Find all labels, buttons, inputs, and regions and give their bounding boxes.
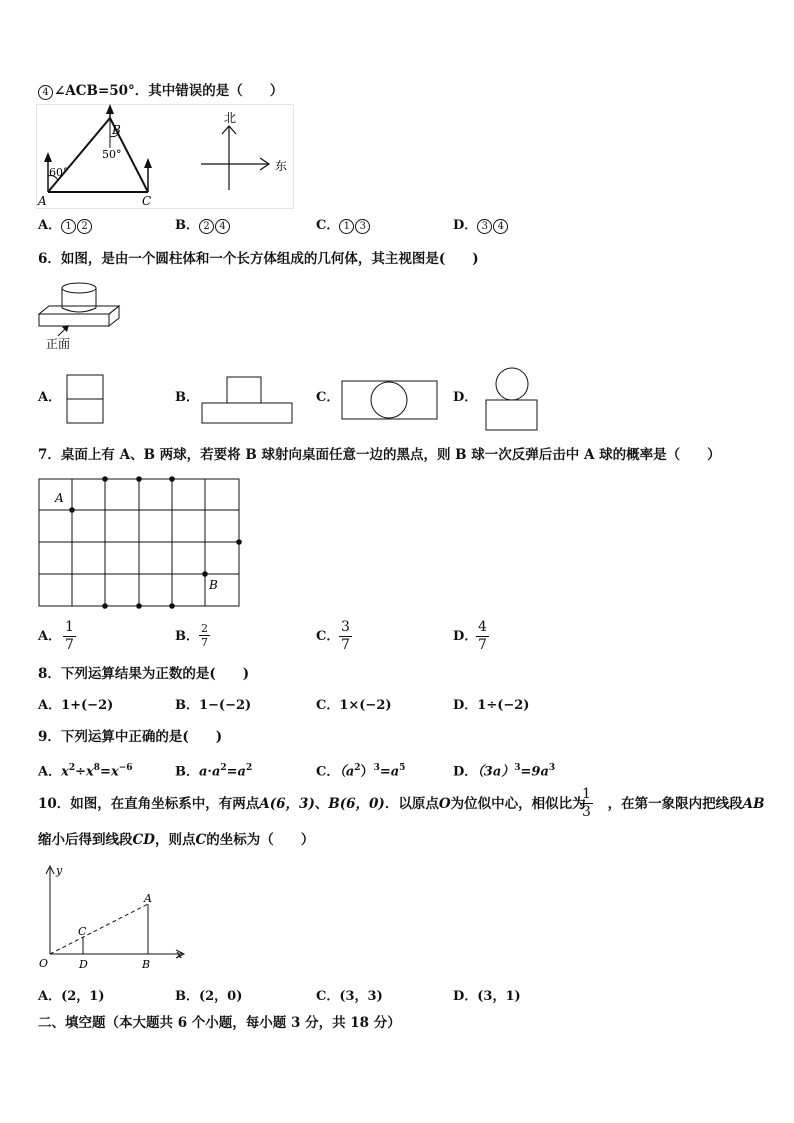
vertex-A-label: A [38, 194, 47, 208]
q10-option-d[interactable]: D．(3，1) [453, 989, 521, 1004]
q6-option-c[interactable]: C． [316, 390, 340, 405]
q8-option-c[interactable]: C．1×(−2) [316, 698, 392, 713]
q9-option-a[interactable]: A．$x^2\div x^8=x^{-6}$ [38, 763, 133, 780]
angle-50-label: 50° [102, 148, 122, 161]
q9-option-b[interactable]: B．$a\cdot a^2=a^2$ [175, 763, 253, 780]
point-A-label: A [144, 892, 152, 905]
q6-option-d[interactable]: D． [453, 390, 478, 405]
q10-option-a[interactable]: A．(2，1) [38, 989, 105, 1004]
q10-stem-line1: 10．如图，在直角坐标系中，有两点A(6，3)、B(6，0)．以原点O为位似中心，相似比为 ，在第一象限内把线段AB [38, 796, 765, 812]
q10-option-c[interactable]: C．(3，3) [316, 989, 383, 1004]
q5-option-b[interactable]: B． 2 4 [175, 217, 231, 235]
q7-option-d-fraction: $\frac{4}{7}$ [478, 619, 487, 653]
q10-coordinate-figure [36, 862, 190, 974]
q10-option-b[interactable]: B．(2，0) [175, 989, 243, 1004]
q9-stem: 9．下列运算中正确的是( ) [38, 729, 223, 745]
q7-option-a-fraction: $\frac{1}{7}$ [65, 619, 74, 653]
q7-option-b[interactable]: B． [175, 629, 199, 644]
q6-stem: 6．如图，是由一个圆柱体和一个长方体组成的几何体，其主视图是( ) [38, 251, 479, 267]
q5-triangle-figure [36, 104, 296, 210]
north-label: 北 [224, 111, 237, 125]
q7-option-c[interactable]: C． [316, 629, 340, 644]
east-label: 东 [275, 159, 288, 173]
q7-billiard-grid [36, 476, 248, 610]
q7-stem: 7．桌面上有 A、B 两球，若要将 B 球射向桌面任意一边的黑点，则 B 球一次反弹后击中 A 球的概率是（ ） [38, 447, 721, 463]
q5-statement-4: 4 ∠ACB=50°．其中错误的是（ ） [38, 82, 283, 100]
q8-option-d[interactable]: D．1÷(−2) [453, 698, 530, 713]
q7-option-b-fraction: $\frac{2}{7}$ [201, 622, 208, 649]
circled-number: 4 [38, 85, 53, 100]
q9-option-c[interactable]: C．$(a^2)^3=a^5$ [316, 763, 406, 780]
q6-option-a[interactable]: A． [38, 390, 62, 405]
point-B-label: B [142, 958, 151, 971]
q6-option-d-figure [484, 366, 540, 432]
q7-option-a[interactable]: A． [38, 629, 62, 644]
q6-option-c-figure [341, 380, 439, 422]
q5-option-c[interactable]: C． 1 3 [316, 217, 371, 235]
q6-option-b[interactable]: B． [175, 390, 199, 405]
point-C-label: C [78, 925, 87, 938]
q5-option-d[interactable]: D． 3 4 [453, 217, 509, 235]
origin-label: O [39, 957, 49, 970]
y-axis-label: y [56, 864, 63, 877]
q10-ratio-fraction: $\frac{1}{3}$ [582, 786, 591, 820]
section-2-heading: 二、填空题（本大题共 6 个小题，每小题 3 分，共 18 分） [38, 1015, 401, 1031]
q6-option-a-figure [66, 374, 106, 426]
point-D-label: D [79, 958, 88, 971]
q8-option-a[interactable]: A．1+(−2) [38, 698, 114, 713]
vertex-B-label: B [112, 123, 121, 137]
q6-option-b-figure [201, 376, 295, 426]
q5-option-a[interactable]: A． 1 2 [38, 217, 93, 235]
q7-option-c-fraction: $\frac{3}{7}$ [341, 619, 350, 653]
vertex-C-label: C [142, 194, 152, 208]
q7-option-d[interactable]: D． [453, 629, 478, 644]
q6-solid-figure [36, 280, 126, 352]
ball-B-label: B [209, 578, 218, 592]
q9-option-d[interactable]: D．$(3a)^3=9a^3$ [453, 763, 556, 780]
angle-60-label: 60° [49, 166, 69, 179]
ball-A-label: A [55, 491, 64, 505]
front-label: 正面 [46, 337, 71, 351]
x-axis-label: x [176, 948, 183, 961]
q8-stem: 8．下列运算结果为正数的是( ) [38, 666, 250, 682]
q10-stem-line2: 缩小后得到线段CD，则点C的坐标为（ ） [38, 832, 315, 848]
q8-option-b[interactable]: B．1−(−2) [175, 698, 252, 713]
